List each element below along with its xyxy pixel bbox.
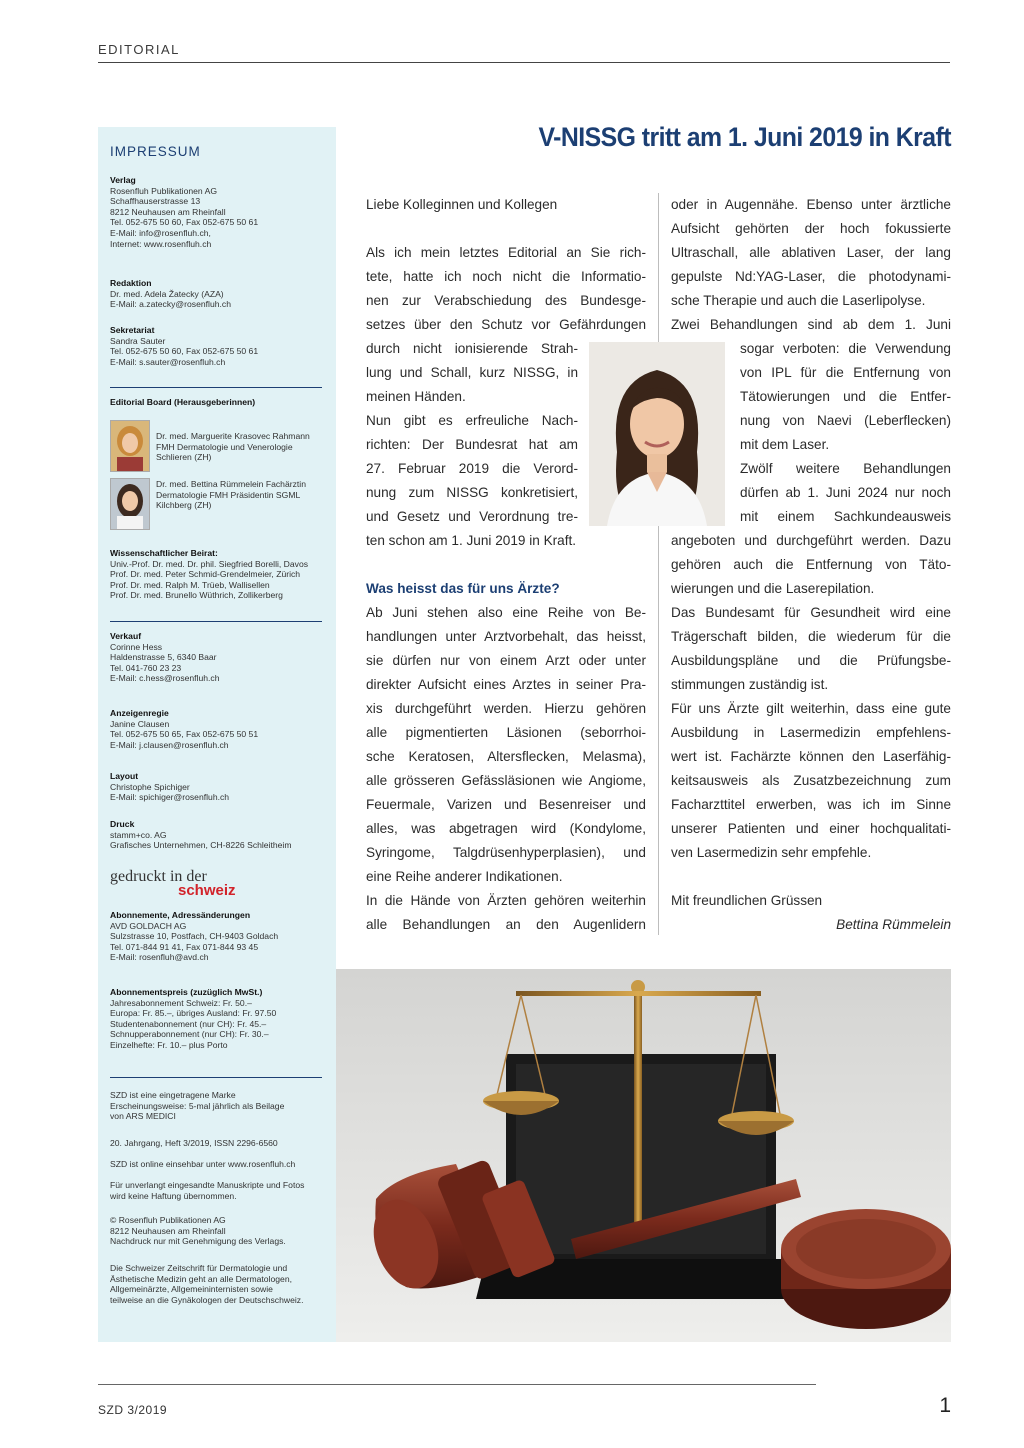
- text-line: wert ist. Fachärzte können den Laserfähig-: [671, 749, 951, 764]
- text-line: Für unverlangt eingesandte Manuskripte und Fotos: [110, 1180, 305, 1190]
- text-line: von IPL für die Entfernung von: [740, 365, 951, 380]
- text-line: direkter Aufsicht eines Arztes in seiner Pra-: [366, 677, 646, 692]
- text-line: Tel. 052-675 50 60, Fax 052-675 50 61: [110, 217, 259, 228]
- text-line: Schlieren (ZH): [156, 452, 212, 463]
- section-heading: Editorial Board (Herausgeberinnen): [110, 397, 256, 407]
- text-line: sche Keratosen, Altersflecken, Melasma),: [366, 749, 646, 764]
- text-line: von ARS MEDICI: [110, 1111, 176, 1122]
- text-line: keitsausweis als Zusatzbezeichnung zum: [671, 773, 951, 788]
- text-line: Ab Juni stehen also eine Reihe von Be-: [366, 605, 646, 620]
- article-column-2: [671, 193, 951, 937]
- section-heading: Abonnemente, Adressänderungen: [110, 910, 251, 920]
- section-heading: Abonnementspreis (zuzüglich MwSt.): [110, 987, 263, 997]
- text-line: E-Mail: s.sauter@rosenfluh.ch: [110, 356, 226, 367]
- text-line: Zwei Behandlungen sind ab dem 1. Juni: [671, 317, 951, 332]
- text-line: Tel. 052-675 50 65, Fax 052-675 50 51: [110, 729, 259, 740]
- text-line: Bettina Rümmelein: [836, 917, 951, 932]
- text-line: alles, was abgetragen wird (Kondylome,: [366, 821, 646, 836]
- text-line: E-Mail: j.clausen@rosenfluh.ch: [110, 739, 229, 750]
- text-line: Präsidentin SGML: [230, 489, 300, 500]
- text-line: Jahresabonnement Schweiz: Fr. 50.–: [110, 997, 252, 1008]
- text-line: angeboten und durchgeführt werden. Dazu: [671, 533, 951, 548]
- section-heading: Verkauf: [110, 631, 142, 641]
- text-line: mit einem Sachkundeausweis: [740, 509, 951, 524]
- text-line: Dr. med. Adela Žatecky (AZA): [110, 288, 224, 299]
- column-rule: [658, 193, 659, 935]
- text-line: lung und Schall, kurz NISSG, in: [366, 365, 578, 380]
- text-line: sogar verboten: die Verwendung: [740, 341, 951, 356]
- text-line: E-Mail: rosenfluh@avd.ch: [110, 952, 209, 963]
- text-line: tete, hatte ich noch nicht die Informatio-: [366, 269, 646, 284]
- text-line: Ausbildung in Lasermedizin empfehlens-: [671, 725, 951, 740]
- text-line: sie dürfen nur von einem Arzt oder unter: [366, 653, 646, 668]
- text-line: wird keine Haftung übernommen.: [110, 1190, 237, 1201]
- text-line: Nachdruck nur mit Genehmigung des Verlags.: [110, 1236, 286, 1247]
- text-line: 27. Februar 2019 die Verord-: [366, 461, 578, 476]
- sekretariat-section: [110, 325, 328, 367]
- text-line: Christophe Spichiger: [110, 781, 190, 792]
- text-line: alle Behandlungen an den Augenlidern: [366, 917, 646, 932]
- text-line: [366, 553, 646, 577]
- text-line: E-Mail: info@rosenfluh.ch,: [110, 227, 211, 238]
- note-copyright: [110, 1215, 328, 1247]
- text-line: Aufsicht gehörten der hoch fokussierte: [671, 221, 951, 236]
- text-line: unserer Patienten und einer hochqualitati-: [671, 821, 951, 836]
- text-line: gehören auch die Entfernung von Täto-: [671, 557, 951, 572]
- verlag-section: [110, 175, 328, 249]
- text-line: durch nicht ionisierende Strah-: [366, 341, 578, 356]
- note-audience: [110, 1263, 328, 1305]
- text-line: E-Mail: c.hess@rosenfluh.ch: [110, 673, 220, 684]
- text-line: Ausbildungspläne und die Prüfungsbe-: [671, 653, 951, 668]
- layout-section: [110, 771, 328, 803]
- text-line: Tel. 041-760 23 23: [110, 662, 182, 673]
- text-line: AVD GOLDACH AG: [110, 920, 187, 931]
- anzeigen-section: [110, 708, 328, 750]
- text-line: Die Schweizer Zeitschrift für Dermatologie und: [110, 1263, 288, 1273]
- text-line: nung von Naevi (Leberflecken): [740, 413, 951, 428]
- section-label: EDITORIAL: [98, 42, 180, 57]
- text-line: stimmungen zuständig ist.: [671, 677, 829, 692]
- text-line: Univ.-Prof. Dr. med. Dr. phil. Siegfried Borelli, Davos: [110, 558, 309, 569]
- text-line: E-Mail: a.zatecky@rosenfluh.ch: [110, 299, 231, 310]
- gavel-and-scales-illustration: [336, 969, 951, 1342]
- gedruckt-in-der-schweiz-logo: [110, 868, 260, 900]
- text-line: alle grösseren Gefässläsionen wie Angiome,: [366, 773, 646, 788]
- section-rule: [110, 1077, 322, 1078]
- section-heading: Verlag: [110, 175, 136, 185]
- text-line: stamm+co. AG: [110, 829, 167, 840]
- redaktion-section: [110, 278, 328, 310]
- text-line: Als ich mein letztes Editorial an Sie rich-: [366, 245, 646, 260]
- text-line: Für uns Ärzte gilt weiterhin, dass eine gute: [671, 701, 951, 716]
- page-number: 1: [939, 1394, 951, 1417]
- verkauf-section: [110, 631, 328, 684]
- text-line: In die Hände von Ärzten gehören weiterhin: [366, 893, 646, 908]
- section-heading: Sekretariat: [110, 325, 155, 335]
- text-line: Kilchberg (ZH): [156, 500, 212, 511]
- text-line: Dr. med. Bettina Rümmelein: [156, 479, 264, 489]
- text-line: sche Therapie und auch die Laserlipolyse.: [671, 293, 926, 308]
- board-section: [110, 397, 328, 408]
- note-online: [110, 1159, 328, 1170]
- text-line: Schaffhauserstrasse 13: [110, 196, 201, 207]
- section-heading: Layout: [110, 771, 139, 781]
- board-member-photo: [110, 478, 150, 530]
- section-rule: [110, 621, 322, 622]
- board-member-photo: [110, 420, 150, 472]
- note-trademark: [110, 1090, 328, 1122]
- text-line: Was heisst das für uns Ärzte?: [366, 581, 560, 596]
- abo-section: [110, 910, 328, 963]
- text-line: Prof. Dr. med. Ralph M. Trüeb, Wallisellen: [110, 579, 270, 590]
- text-line: FMH Dermatologie und Venerologie: [156, 441, 293, 452]
- text-line: oder in Augennähe. Ebenso unter ärztliche: [671, 197, 951, 212]
- text-line: Feuermale, Varizen und Besenreiser und: [366, 797, 646, 812]
- text-line: und Gesetz und Verordnung tre-: [366, 509, 578, 524]
- text-line: Sulzstrasse 10, Postfach, CH-9403 Goldach: [110, 931, 279, 942]
- text-line: Erscheinungsweise: 5-mal jährlich als Beilage: [110, 1100, 285, 1111]
- note-liability: [110, 1180, 328, 1201]
- board-member-2: [156, 479, 326, 511]
- note-issue: [110, 1138, 328, 1149]
- text-line: Europa: Fr. 85.–, übriges Ausland: Fr. 97.50: [110, 1008, 277, 1019]
- text-line: eine Reihe anderer Indikationen.: [366, 869, 563, 884]
- issue-label: SZD 3/2019: [98, 1403, 168, 1417]
- text-line: Zwölf weitere Behandlungen: [740, 461, 951, 476]
- text-line: meinen Händen.: [366, 389, 466, 404]
- text-line: Ästhetische Medizin geht an alle Dermatologen,: [110, 1273, 293, 1284]
- text-line: wierungen und die Laserepilation.: [671, 581, 875, 596]
- impressum-sidebar: [98, 127, 336, 1342]
- article-column-1: [366, 193, 646, 937]
- board-member-1: [156, 431, 326, 463]
- text-line: 8212 Neuhausen am Rheinfall: [110, 206, 226, 217]
- text-line: Mit freundlichen Grüssen: [671, 893, 823, 908]
- druck-section: [110, 819, 328, 851]
- text-line: Prof. Dr. med. Brunello Wüthrich, Zollikerberg: [110, 590, 283, 601]
- text-line: Syringome, Talgdrüsenhyperplasien), und: [366, 845, 646, 860]
- text-line: ven Lasermedizin sehr empfehle.: [671, 845, 872, 860]
- text-line: Tel. 052-675 50 60, Fax 052-675 50 61: [110, 346, 259, 357]
- text-line: setzes über den Schutz vor Gefährdungen: [366, 317, 646, 332]
- text-line: 8212 Neuhausen am Rheinfall: [110, 1225, 226, 1236]
- text-line: Facharzttitel erwerben, was ich im Sinne: [671, 797, 951, 812]
- text-line: mit dem Laser.: [740, 437, 830, 452]
- text-line: [366, 217, 646, 241]
- text-line: Ultraschall, alle ablativen Laser, der lang: [671, 245, 951, 260]
- text-line: [671, 865, 951, 889]
- text-line: handlungen unter Arztvorbehalt, das heisst,: [366, 629, 646, 644]
- text-line: nen zur Verabschiedung des Bundesge-: [366, 293, 646, 308]
- text-line: 20. Jahrgang, Heft 3/2019, ISSN 2296-6560: [110, 1138, 278, 1148]
- footer-rule: [98, 1384, 816, 1385]
- text-line: Rosenfluh Publikationen AG: [110, 185, 218, 196]
- text-line: Grafisches Unternehmen, CH-8226 Schleitheim: [110, 840, 292, 851]
- text-line: SZD ist eine eingetragene Marke: [110, 1090, 236, 1100]
- text-line: Tel. 071-844 91 41, Fax 071-844 93 45: [110, 941, 259, 952]
- text-line: Tätowierungen und die Entfer-: [740, 389, 951, 404]
- text-line: Fachärztin Dermatologie FMH: [156, 479, 306, 500]
- text-line: teilweise an die Gynäkologen der Deutschschweiz.: [110, 1294, 304, 1305]
- section-rule: [110, 387, 322, 388]
- section-heading: Druck: [110, 819, 135, 829]
- text-line: © Rosenfluh Publikationen AG: [110, 1215, 226, 1225]
- impressum-title: IMPRESSUM: [110, 144, 201, 159]
- logo-text-line2: schweiz: [178, 882, 236, 899]
- text-line: Sandra Sauter: [110, 335, 166, 346]
- text-line: alle pigmentierten Läsionen (seborrhoi-: [366, 725, 646, 740]
- text-line: Nun gibt es erfreuliche Nach-: [366, 413, 578, 428]
- text-line: Schnupperabonnement (nur CH): Fr. 30.–: [110, 1029, 269, 1040]
- text-line: Corinne Hess: [110, 641, 163, 652]
- text-line: Studentenabonnement (nur CH): Fr. 45.–: [110, 1018, 267, 1029]
- text-line: ten schon am 1. Juni 2019 in Kraft.: [366, 533, 577, 548]
- text-line: Trägerschaft bilden, die wiederum für die: [671, 629, 951, 644]
- header-rule: [98, 62, 950, 63]
- text-line: SZD ist online einsehbar unter www.rosenfluh.ch: [110, 1159, 296, 1169]
- text-line: Prof. Dr. med. Peter Schmid-Grendelmeier, Zürich: [110, 569, 301, 580]
- text-line: dürfen ab 1. Juni 2024 nur noch: [740, 485, 951, 500]
- text-line: nung zum NISSG konkretisiert,: [366, 485, 578, 500]
- section-heading: Wissenschaftlicher Beirat:: [110, 548, 218, 558]
- logo-text-line1: gedruckt in der: [110, 868, 207, 885]
- text-line: Dr. med. Marguerite Krasovec Rahmann: [156, 431, 310, 441]
- text-line: xis durchgeführt werden. Hierzu gehören: [366, 701, 646, 716]
- text-line: Haldenstrasse 5, 6340 Baar: [110, 652, 217, 663]
- text-line: Allgemeinärzte, Allgemeininternisten sowie: [110, 1284, 273, 1295]
- text-line: Das Bundesamt für Gesundheit wird eine: [671, 605, 951, 620]
- text-line: Internet: www.rosenfluh.ch: [110, 238, 212, 249]
- section-heading: Redaktion: [110, 278, 152, 288]
- section-heading: Anzeigenregie: [110, 708, 169, 718]
- text-line: richten: Der Bundesrat hat am: [366, 437, 578, 452]
- text-line: gepulste Nd:YAG-Laser, die photodynami-: [671, 269, 951, 284]
- preis-section: [110, 987, 328, 1051]
- text-line: Liebe Kolleginnen und Kollegen: [366, 197, 558, 212]
- text-line: E-Mail: spichiger@rosenfluh.ch: [110, 792, 230, 803]
- text-line: Einzelhefte: Fr. 10.– plus Porto: [110, 1039, 228, 1050]
- author-photo: [589, 342, 725, 526]
- text-line: Janine Clausen: [110, 718, 170, 729]
- beirat-section: [110, 548, 328, 601]
- article-title: V-NISSG tritt am 1. Juni 2019 in Kraft: [538, 122, 951, 152]
